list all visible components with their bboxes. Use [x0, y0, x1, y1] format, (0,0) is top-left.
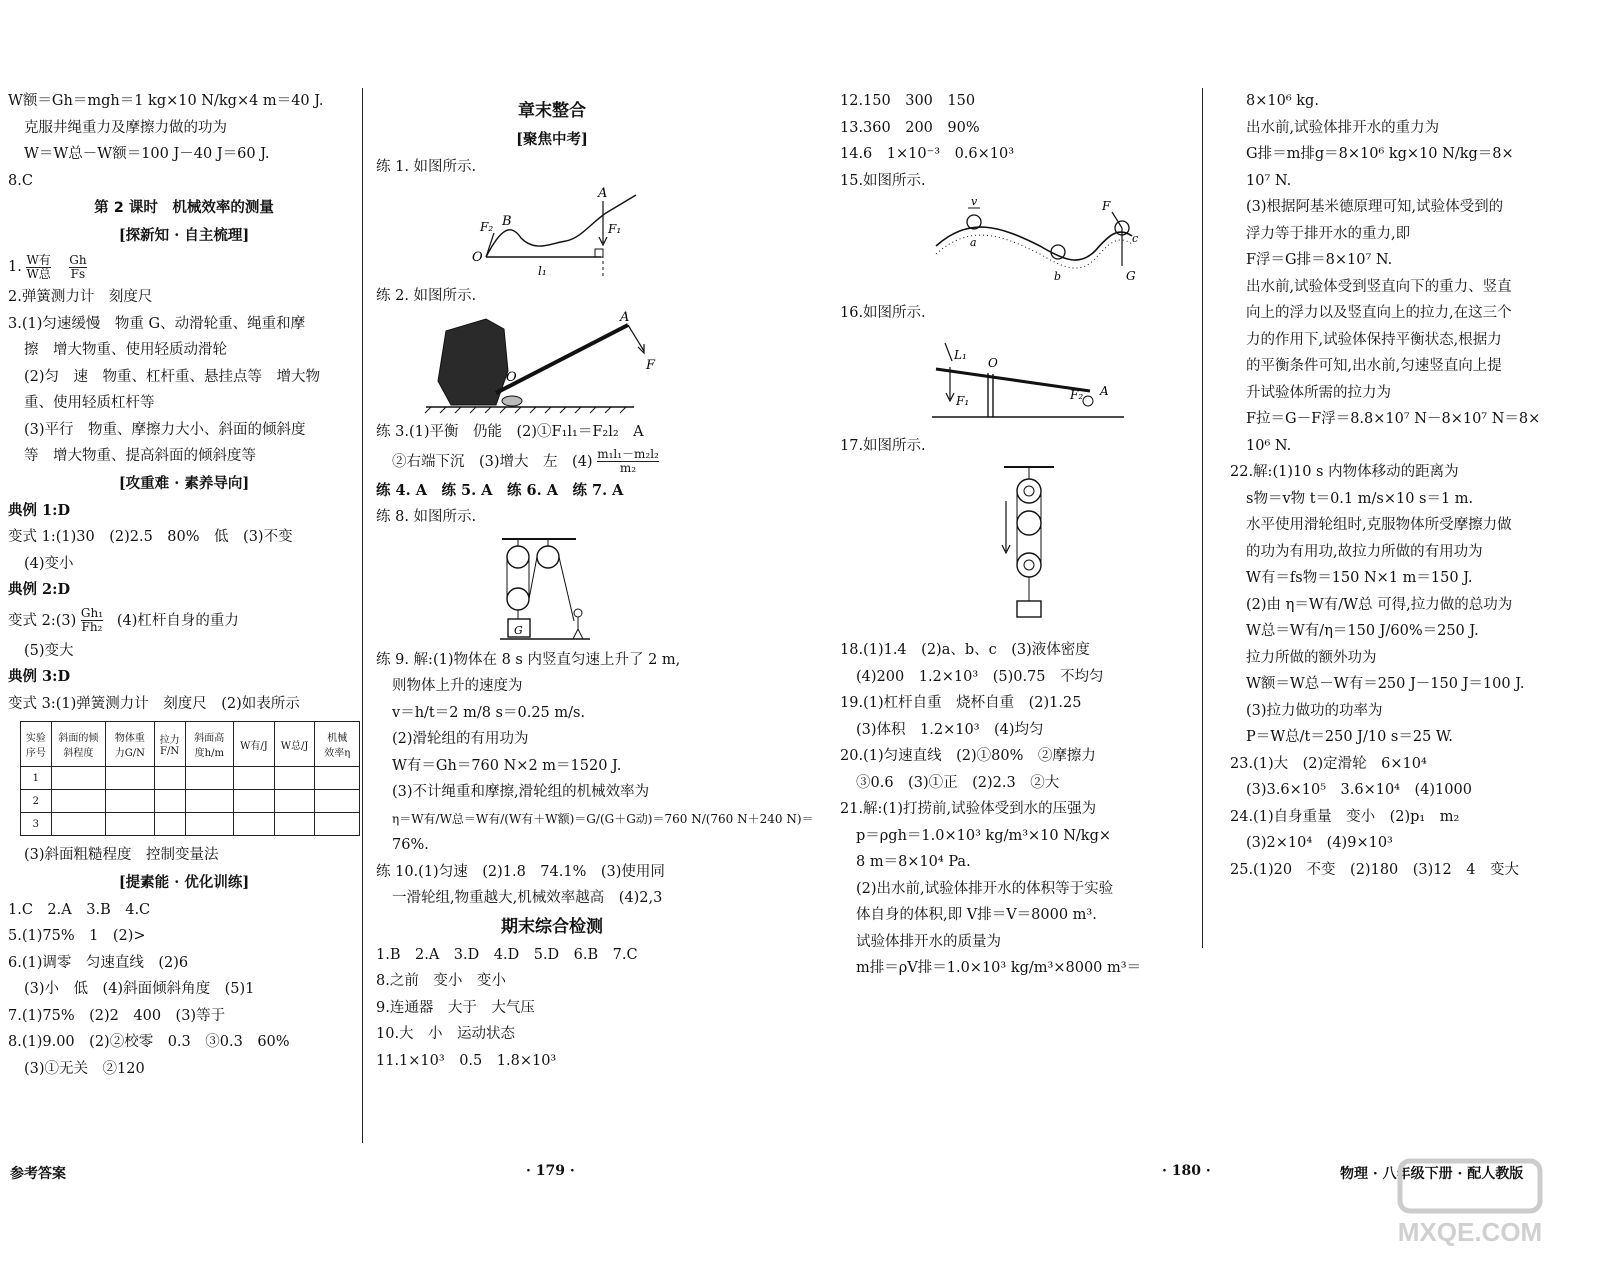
answer-line: 23.(1)大 (2)定滑轮 6×10⁴: [1230, 755, 1427, 772]
wavy-track-diagram: [840, 196, 1180, 296]
answer-line: 19.(1)杠杆自重 烧杯自重 (2)1.25: [840, 695, 1082, 711]
formula-line: W有＝Gh＝760 N×2 m＝1520 J.: [392, 757, 622, 774]
answer-line: (4)变小: [24, 555, 74, 572]
table-header: 实验 序号: [21, 722, 52, 767]
answer-line: 13.360 200 90%: [840, 119, 980, 136]
table-row: 3: [21, 813, 360, 836]
answer-line: (3)斜面粗糙程度 控制变量法: [24, 847, 219, 863]
answer-line: 重、使用轻质杠杆等: [24, 395, 155, 411]
answer-line: 拉力所做的额外功为: [1246, 649, 1377, 666]
answer-line: 一滑轮组,物重越大,机械效率越高 (4)2,3: [392, 890, 663, 906]
answer-line: 20.(1)匀速直线 (2)①80% ②摩擦力: [840, 748, 1096, 764]
answer-line: 典例 3:D: [8, 668, 71, 685]
answer-line: (2)匀 速 物重、杠杆重、悬挂点等 增大物: [24, 368, 321, 385]
answer-line: 向上的浮力以及竖直向上的拉力,在这三个: [1246, 305, 1512, 321]
lever-diagram-1: [376, 183, 676, 279]
formula-line: P＝W总/t＝250 J/10 s＝25 W.: [1246, 729, 1453, 745]
label-b: B: [502, 213, 512, 229]
table-header: 斜面的倾 斜程度: [51, 722, 105, 767]
label-f: F: [646, 358, 656, 373]
formula-line: p＝ρgh＝1.0×10³ kg/m³×10 N/kg×: [856, 827, 1112, 844]
section-heading: [聚焦中考]: [516, 131, 588, 148]
answer-line: (3)①无关 ②120: [24, 1060, 145, 1077]
answer-line: 体自身的体积,即 V排＝V＝8000 m³.: [856, 907, 1097, 923]
table-header: W总/J: [274, 722, 315, 767]
answer-line: 出水前,试验体排开水的重力为: [1246, 119, 1440, 136]
answer-line: 14.6 1×10⁻³ 0.6×10³: [840, 146, 1015, 162]
formula-line: m排＝ρV排＝1.0×10³ kg/m³×8000 m³＝: [856, 960, 1142, 976]
formula-line: W额＝W总－W有＝250 J－150 J＝100 J.: [1246, 676, 1525, 692]
exam-title: 期末综合检测: [501, 916, 603, 937]
label-v: v: [971, 196, 978, 208]
table-header: W有/J: [234, 722, 275, 767]
answer-line: 变式 2:(3) $\frac{\text{Gh₁}}{\text{Fh₂}}$ (4)杠杆自身的重力: [8, 606, 239, 634]
fraction: $\frac{\text{m₁l₁－m₂l₂}}{\text{m₂}}$: [597, 447, 659, 475]
lesson-title: 第 2 课时 机械效率的测量: [94, 200, 274, 216]
answer-line: 18.(1)1.4 (2)a、b、c (3)液体密度: [840, 642, 1090, 658]
answer-line: 76%.: [392, 837, 429, 853]
answer-line: 1. $\frac{\text{W有}}{\text{W总}}$ $\frac{Gh}{Fs}$: [8, 252, 87, 281]
label-l1: L₁: [954, 347, 967, 362]
fraction: $\frac{Gh}{Fs}$: [69, 252, 87, 281]
answer-line: (2)由 η＝W有/W总 可得,拉力做的总功为: [1246, 596, 1513, 613]
formula-line: s物＝v物 t＝0.1 m/s×10 s＝1 m.: [1246, 490, 1474, 507]
answer-line: 练 2. 如图所示.: [376, 287, 477, 304]
answer-line: (3)拉力做功的功率为: [1246, 702, 1383, 719]
answer-line: 21.解:(1)打捞前,试验体受到水的压强为: [840, 801, 1097, 817]
answer-line: 擦 增大物重、使用轻质动滑轮: [24, 342, 227, 358]
table-header: 拉力 F/N: [154, 722, 185, 767]
pulley-block-diagram: [840, 461, 1180, 633]
label-f2: F₂: [480, 219, 494, 234]
label-o: O: [506, 370, 517, 385]
answer-line: (3)根据阿基米德原理可知,试验体受到的: [1246, 199, 1504, 215]
formula-line: 10⁷ N.: [1246, 172, 1292, 189]
answer-line: 练 10.(1)匀速 (2)1.8 74.1% (3)使用同: [376, 863, 665, 880]
table-header: 机械 效率η: [315, 722, 360, 767]
answer-line: 9.连通器 大于 大气压: [376, 999, 535, 1016]
answer-line: 15.如图所示.: [840, 172, 926, 189]
section-heading: [攻重难 · 素养导向]: [118, 474, 250, 492]
answer-line: 8×10⁶ kg.: [1246, 93, 1319, 109]
answer-line: 练 8. 如图所示.: [376, 509, 477, 525]
answer-line: (2)出水前,试验体排开水的体积等于实验: [856, 880, 1114, 897]
answer-line: 的功为有用功,故拉力所做的有用功为: [1246, 543, 1483, 560]
answer-line: 1.C 2.A 3.B 4.C: [8, 901, 151, 918]
answer-line: 练 1. 如图所示.: [376, 159, 477, 175]
formula-line: G排＝m排g＝8×10⁶ kg×10 N/kg＝8×: [1246, 146, 1514, 162]
answer-line: (3)不计绳重和摩擦,滑轮组的机械效率为: [392, 784, 650, 800]
page-number-right: · 180 ·: [1162, 1163, 1211, 1179]
formula-line: 8 m＝8×10⁴ Pa.: [856, 854, 971, 870]
label-f2: F₂: [1070, 387, 1084, 402]
answer-line: 16.如图所示.: [840, 305, 926, 321]
label-c: c: [1132, 232, 1139, 245]
label-b: b: [1054, 270, 1062, 283]
text-line: W＝W总－W额＝100 J－40 J＝60 J.: [24, 146, 270, 162]
pulley-system-diagram: [376, 533, 676, 643]
answer-line: 等 增大物重、提高斜面的倾斜度等: [24, 448, 256, 464]
label-a: A: [620, 311, 630, 325]
watermark-logo: [1370, 1155, 1570, 1255]
section-heading: [探新知 · 自主梳理]: [118, 227, 250, 244]
answer-line: 17.如图所示.: [840, 437, 926, 454]
answer-line: 变式 1:(1)30 (2)2.5 80% 低 (3)不变: [8, 529, 293, 545]
formula-line: η＝W有/W总＝W有/(W有＋W额)＝G/(G＋G动)＝760 N/(760 N＋240 N)＝: [392, 811, 814, 826]
column-1: [8, 88, 360, 1082]
table-header: 物体重 力G/N: [106, 722, 155, 767]
answer-line: 练 3.(1)平衡 仍能 (2)①F₁l₁＝F₂l₂ A: [376, 424, 644, 440]
answer-line: 试验体排开水的质量为: [856, 933, 1001, 950]
answer-line: 练 9. 解:(1)物体在 8 s 内竖直匀速上升了 2 m,: [376, 651, 681, 668]
section-heading: [提素能 · 优化训练]: [118, 873, 250, 891]
table-row: 2: [21, 790, 360, 813]
answer-line: (3)小 低 (4)斜面倾斜角度 (5)1: [24, 981, 255, 997]
answer-line: 6.(1)调零 匀速直线 (2)6: [8, 954, 189, 971]
column-divider: [1202, 88, 1203, 948]
answer-line: 变式 3:(1)弹簧测力计 刻度尺 (2)如表所示: [8, 695, 300, 712]
answer-line: (3)体积 1.2×10³ (4)均匀: [856, 721, 1044, 738]
label-f1: F₁: [608, 221, 622, 236]
answer-line: 水平使用滑轮组时,克服物体所受摩擦力做: [1246, 517, 1512, 533]
label-o: O: [472, 249, 483, 265]
text-line: W额＝Gh＝mgh＝1 kg×10 N/kg×4 m＝40 J.: [8, 93, 324, 109]
label-a: a: [970, 236, 977, 249]
answer-line: 典例 1:D: [8, 501, 71, 519]
answer-line: (3)平行 物重、摩擦力大小、斜面的倾斜度: [24, 421, 306, 438]
table-header: 斜面高 度h/m: [185, 722, 234, 767]
answer-line: 3.(1)匀速缓慢 物重 G、动滑轮重、绳重和摩: [8, 315, 306, 332]
answer-line: 10.大 小 运动状态: [376, 1026, 516, 1042]
answer-line: 练 4. A 练 5. A 练 6. A 练 7. A: [376, 481, 624, 499]
formula-line: F浮＝G排＝8×10⁷ N.: [1246, 252, 1393, 268]
answer-line: (3)2×10⁴ (4)9×10³: [1246, 835, 1393, 851]
answer-line: ②右端下沉 (3)增大 左 (4) $\frac{\text{m₁l₁－m₂l₂}}{\text{m₂}}$: [392, 447, 659, 475]
page-number-left: · 179 ·: [526, 1163, 575, 1179]
answer-line: 出水前,试验体受到竖直向下的重力、竖直: [1246, 278, 1512, 295]
answer-line: 则物体上升的速度为: [392, 678, 523, 694]
label-l1: l₁: [538, 263, 547, 278]
answer-line: 8.(1)9.00 (2)②校零 0.3 ③0.3 60%: [8, 1034, 290, 1050]
answer-line: 8.C: [8, 172, 33, 189]
answer-line: (4)200 1.2×10³ (5)0.75 不均匀: [856, 668, 1104, 685]
label-o: O: [988, 355, 998, 370]
formula-line: F拉＝G－F浮＝8.8×10⁷ N－8×10⁷ N＝8×: [1246, 411, 1541, 427]
answer-line: (3)3.6×10⁵ 3.6×10⁴ (4)1000: [1246, 782, 1472, 798]
footer-right: 物理 · 八年级下册 · 配人教版: [1340, 1166, 1524, 1182]
column-divider: [362, 88, 363, 1143]
fraction: $\frac{\text{W有}}{\text{W总}}$: [26, 252, 51, 281]
answer-line: 7.(1)75% (2)2 400 (3)等于: [8, 1007, 226, 1024]
column-3: [840, 88, 1195, 982]
answer-line: 升试验体所需的拉力为: [1246, 384, 1391, 401]
column-4: [1230, 88, 1595, 883]
column-2: [376, 88, 814, 1074]
data-table: [20, 721, 360, 836]
lever-diagram-2: [840, 329, 1180, 429]
answer-line: 8.之前 变小 变小: [376, 973, 506, 989]
answer-line: 力的作用下,试验体保持平衡状态,根据力: [1246, 331, 1502, 348]
formula-line: v＝h/t＝2 m/8 s＝0.25 m/s.: [392, 704, 586, 721]
table-row: 1: [21, 767, 360, 790]
crowbar-diagram: [376, 311, 676, 415]
formula-line: W总＝W有/η＝150 J/60%＝250 J.: [1246, 623, 1479, 639]
text-line: 克服井绳重力及摩擦力做的功为: [24, 119, 227, 136]
formula-line: W有＝fs物＝150 N×1 m＝150 J.: [1246, 570, 1473, 586]
label-g: G: [514, 623, 523, 637]
label-g: G: [1126, 269, 1136, 283]
label-a: A: [598, 185, 608, 201]
answer-line: 浮力等于排开水的重力,即: [1246, 225, 1411, 242]
chapter-title: 章末整合: [518, 101, 586, 121]
answer-line: 1.B 2.A 3.D 4.D 5.D 6.B 7.C: [376, 946, 638, 963]
watermark-text: MXQE.COM: [1397, 1217, 1543, 1247]
answer-line: 典例 2:D: [8, 581, 71, 598]
answer-line: (5)变大: [24, 642, 74, 659]
answer-line: 24.(1)自身重量 变小 (2)p₁ m₂: [1230, 808, 1460, 825]
answer-line: 11.1×10³ 0.5 1.8×10³: [376, 1052, 557, 1069]
label-f: F: [1102, 199, 1111, 213]
answer-line: 25.(1)20 不变 (2)180 (3)12 4 变大: [1230, 861, 1519, 878]
label-a: A: [1100, 383, 1109, 398]
answer-line: 的平衡条件可知,出水前,匀速竖直向上提: [1246, 358, 1502, 374]
label-f1: F₁: [956, 393, 970, 408]
answer-line: 2.弹簧测力计 刻度尺: [8, 289, 153, 305]
answer-line: 12.150 300 150: [840, 93, 976, 109]
fraction: $\frac{\text{Gh₁}}{\text{Fh₂}}$: [80, 606, 103, 634]
formula-line: 10⁶ N.: [1246, 437, 1292, 454]
answer-line: 22.解:(1)10 s 内物体移动的距离为: [1230, 464, 1459, 480]
footer-left: 参考答案: [10, 1166, 66, 1182]
answer-line: ③0.6 (3)①正 (2)2.3 ②大: [856, 774, 1060, 791]
answer-line: 5.(1)75% 1 (2)>: [8, 928, 146, 944]
answer-line: (2)滑轮组的有用功为: [392, 731, 529, 747]
